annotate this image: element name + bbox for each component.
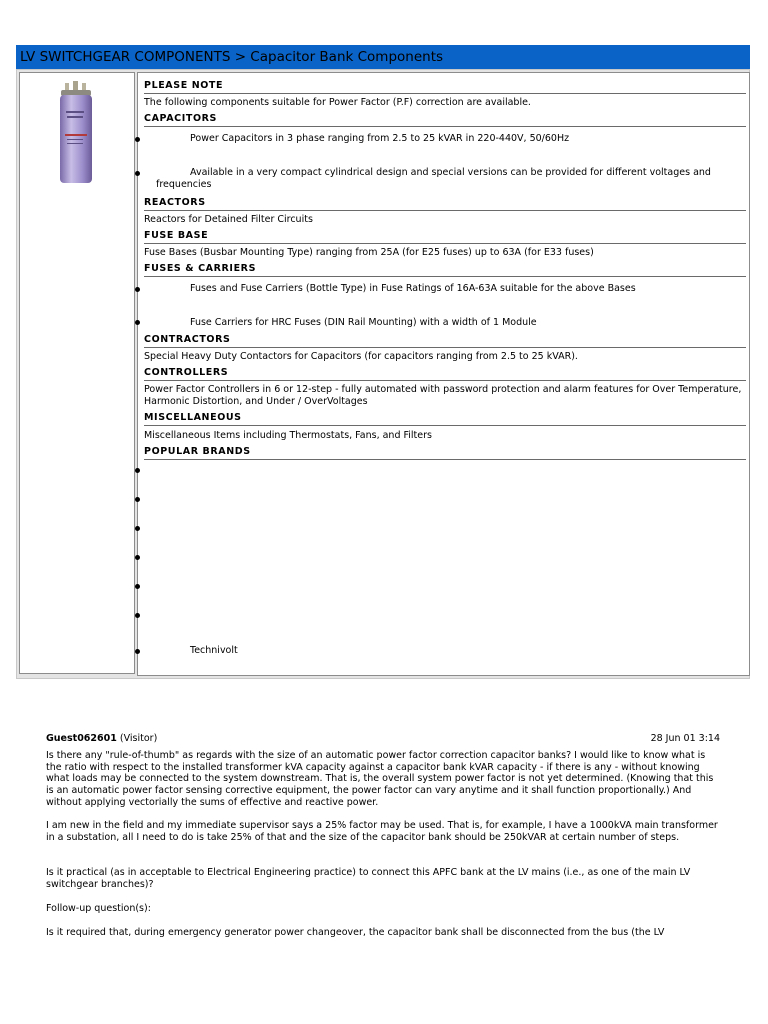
fuse-base-text: Fuse Bases (Busbar Mounting Type) ranging from 25A (for E25 fuses) up to 63A (for E33 fuses) xyxy=(144,247,594,258)
popular-brands-heading: POPULAR BRANDS xyxy=(144,445,746,460)
bullet-icon xyxy=(135,320,140,325)
comment-paragraph: Follow-up question(s): xyxy=(46,903,151,914)
bullet-icon xyxy=(135,137,140,142)
product-details xyxy=(137,72,750,676)
comment-role: (Visitor) xyxy=(119,733,158,744)
comment-paragraph: Is it practical (as in acceptable to Electrical Engineering practice) to connect this APFC bank at the LV mains (i.e., as one of the main LV switchgear branches)? xyxy=(46,867,691,890)
fuse-base-heading: FUSE BASE xyxy=(144,229,746,244)
bullet-icon xyxy=(135,555,140,560)
please-note-text: The following components suitable for Power Factor (P.F) correction are available. xyxy=(144,97,531,108)
bullet-icon xyxy=(135,584,140,589)
comment-paragraph: Is it required that, during emergency generator power changeover, the capacitor bank shall be disconnected from the bus (the LV xyxy=(46,927,665,938)
comment-meta xyxy=(46,733,720,745)
reactors-text: Reactors for Detained Filter Circuits xyxy=(144,214,313,225)
capacitors-heading: CAPACITORS xyxy=(144,112,746,127)
controllers-text: Power Factor Controllers in 6 or 12-step - fully automated with password protection and alarm features for Over Temperature, Harmonic Distortion, and Under / OverVoltages xyxy=(144,384,742,407)
brand-item: Technivolt xyxy=(190,645,238,656)
list-item: Fuses and Fuse Carriers (Bottle Type) in Fuse Ratings of 16A-63A suitable for the above Bases xyxy=(190,283,636,294)
list-item: Available in a very compact cylindrical design and special versions can be provided for different voltages and frequencies xyxy=(156,167,711,190)
comment-date: 28 Jun 01 3:14 xyxy=(650,733,720,744)
comment-paragraph: Is there any "rule-of-thumb" as regards with the size of an automatic power factor correction capacitor banks? I would like to know what is the ratio with respect to the installed transformer kVA capacity against a capacitor bank kVAR capacity - if there is any - without knowing what loads may be connected to the system downstream. That is, the overall system power factor is not yet determined. (Knowing that this is an automatic power factor sensing corrective equipment, the power factor can vary anytime and it shall function proportionally.) And without applying vectorially the sums of effective and reactive power. xyxy=(46,750,714,808)
bullet-icon xyxy=(135,287,140,292)
comment-paragraph: I am new in the field and my immediate supervisor says a 25% factor may be used. That is, for example, I have a 1000kVA main transformer in a substation, all I need to do is take 25% of that and the size of the capacitor bank should be 250kVAR at certain number of steps. xyxy=(46,820,718,843)
bullet-icon xyxy=(135,613,140,618)
bullet-icon xyxy=(135,171,140,176)
miscellaneous-heading: MISCELLANEOUS xyxy=(144,411,746,426)
bullet-icon xyxy=(135,497,140,502)
comment-author[interactable]: Guest062601 xyxy=(46,733,117,744)
miscellaneous-text: Miscellaneous Items including Thermostats, Fans, and Filters xyxy=(144,430,432,441)
controllers-heading: CONTROLLERS xyxy=(144,366,746,381)
contractors-text: Special Heavy Duty Contactors for Capacitors (for capacitors ranging from 2.5 to 25 kVAR). xyxy=(144,351,578,362)
fuses-carriers-heading: FUSES & CARRIERS xyxy=(144,262,746,277)
list-item: Fuse Carriers for HRC Fuses (DIN Rail Mounting) with a width of 1 Module xyxy=(190,317,537,328)
page-header: LV SWITCHGEAR COMPONENTS > Capacitor Bank Components xyxy=(16,45,750,69)
bullet-icon xyxy=(135,526,140,531)
reactors-heading: REACTORS xyxy=(144,196,746,211)
bullet-icon xyxy=(135,649,140,654)
product-image-cell xyxy=(19,72,135,674)
contractors-heading: CONTRACTORS xyxy=(144,333,746,348)
bullet-icon xyxy=(135,468,140,473)
list-item: Power Capacitors in 3 phase ranging from 2.5 to 25 kVAR in 220-440V, 50/60Hz xyxy=(190,133,570,144)
please-note-heading: PLEASE NOTE xyxy=(144,79,746,94)
capacitor-image xyxy=(58,81,94,185)
